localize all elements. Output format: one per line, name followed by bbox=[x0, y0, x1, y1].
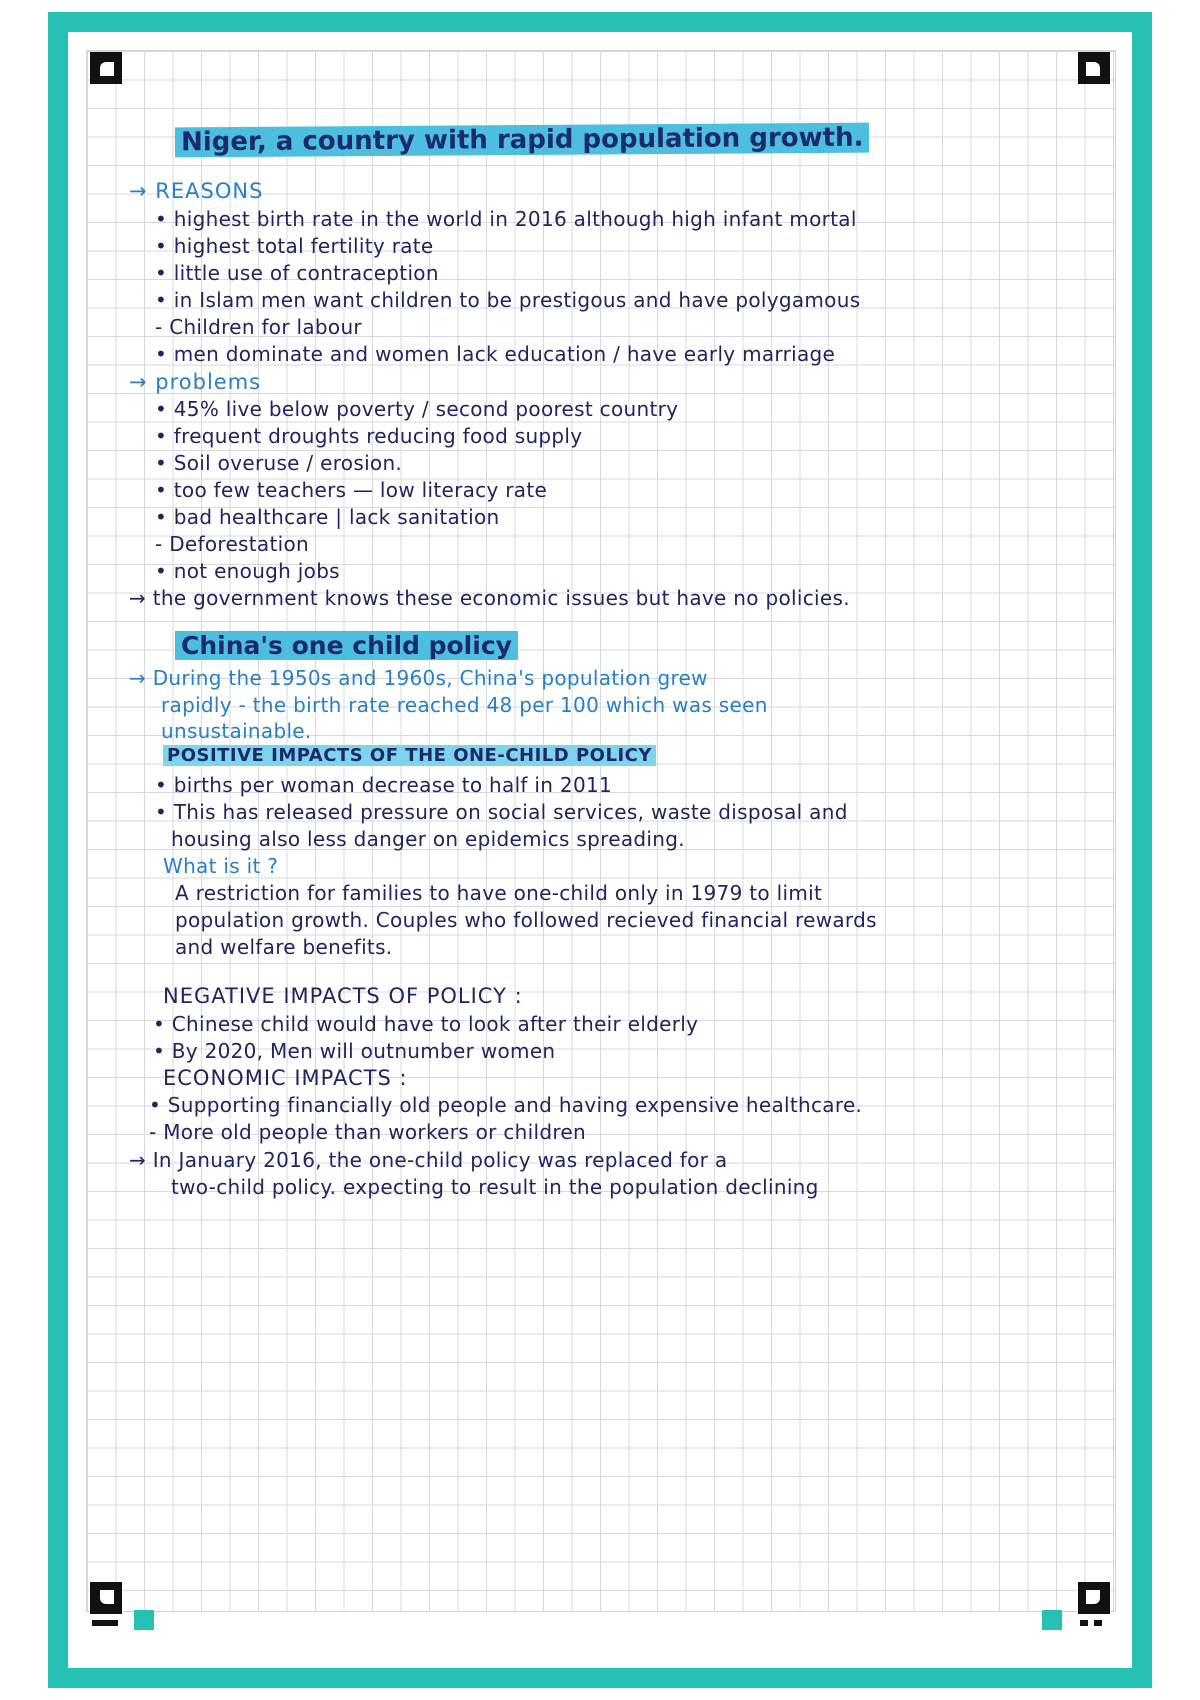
what-is-it-heading: What is it ? bbox=[163, 854, 279, 878]
teal-square-icon bbox=[1042, 1610, 1062, 1630]
problem-item: • bad healthcare | lack sanitation bbox=[155, 505, 500, 529]
corner-marker-icon bbox=[90, 52, 122, 84]
what-line: and welfare benefits. bbox=[175, 935, 393, 959]
what-line: population growth. Couples who followed recieved financial rewards bbox=[175, 908, 877, 932]
teal-square-icon bbox=[134, 1610, 154, 1630]
reason-item: • highest total fertility rate bbox=[155, 234, 434, 258]
positive-impacts-heading: POSITIVE IMPACTS OF THE ONE-CHILD POLICY bbox=[163, 745, 656, 766]
bar-marker-icon bbox=[92, 1620, 118, 1626]
corner-marker-icon bbox=[1078, 52, 1110, 84]
economic-impacts-heading: ECONOMIC IMPACTS : bbox=[163, 1066, 408, 1090]
problem-item: • Soil overuse / erosion. bbox=[155, 451, 403, 475]
reason-item: • men dominate and women lack education / have early marriage bbox=[155, 342, 836, 366]
reason-item: - Children for labour bbox=[155, 315, 362, 339]
positive-item: • This has released pressure on social services, waste disposal and bbox=[155, 800, 848, 824]
notes-content bbox=[87, 51, 1132, 1611]
reason-item: • highest birth rate in the world in 2016 although high infant mortal bbox=[155, 207, 857, 231]
policy-replaced-line: → In January 2016, the one-child policy was replaced for a bbox=[129, 1148, 728, 1172]
china-intro-line: unsustainable. bbox=[161, 719, 312, 743]
problem-item: • frequent droughts reducing food supply bbox=[155, 424, 583, 448]
corner-marker-icon bbox=[90, 1582, 122, 1614]
government-note: → the government knows these economic issues but have no policies. bbox=[129, 586, 850, 610]
dots-marker-icon bbox=[1080, 1620, 1108, 1626]
corner-marker-icon bbox=[1078, 1582, 1110, 1614]
problem-item: - Deforestation bbox=[155, 532, 309, 556]
china-intro-line: rapidly - the birth rate reached 48 per 100 which was seen bbox=[161, 693, 768, 717]
economic-item: • Supporting financially old people and having expensive healthcare. bbox=[149, 1093, 863, 1117]
reason-item: • little use of contraception bbox=[155, 261, 439, 285]
notebook-page bbox=[68, 32, 1132, 1668]
negative-item: • Chinese child would have to look after their elderly bbox=[153, 1012, 699, 1036]
negative-impacts-heading: NEGATIVE IMPACTS OF POLICY : bbox=[163, 984, 523, 1008]
niger-title: Niger, a country with rapid population growth. bbox=[175, 123, 870, 158]
grid-paper bbox=[86, 50, 1116, 1612]
what-line: A restriction for families to have one-child only in 1979 to limit bbox=[175, 881, 823, 905]
reason-item: • in Islam men want children to be prestigous and have polygamous bbox=[155, 288, 861, 312]
problem-item: • too few teachers — low literacy rate bbox=[155, 478, 548, 502]
economic-item: - More old people than workers or children bbox=[149, 1120, 586, 1144]
problem-item: • 45% live below poverty / second poorest country bbox=[155, 397, 679, 421]
negative-item: • By 2020, Men will outnumber women bbox=[153, 1039, 556, 1063]
policy-replaced-line: two-child policy. expecting to result in the population declining bbox=[171, 1175, 819, 1199]
problems-heading: → problems bbox=[129, 370, 262, 394]
china-title: China's one child policy bbox=[175, 631, 518, 660]
reasons-heading: → REASONS bbox=[129, 179, 264, 203]
problem-item: • not enough jobs bbox=[155, 559, 340, 583]
china-intro-line: → During the 1950s and 1960s, China's population grew bbox=[129, 666, 708, 690]
positive-item: housing also less danger on epidemics spreading. bbox=[171, 827, 685, 851]
positive-item: • births per woman decrease to half in 2011 bbox=[155, 773, 613, 797]
